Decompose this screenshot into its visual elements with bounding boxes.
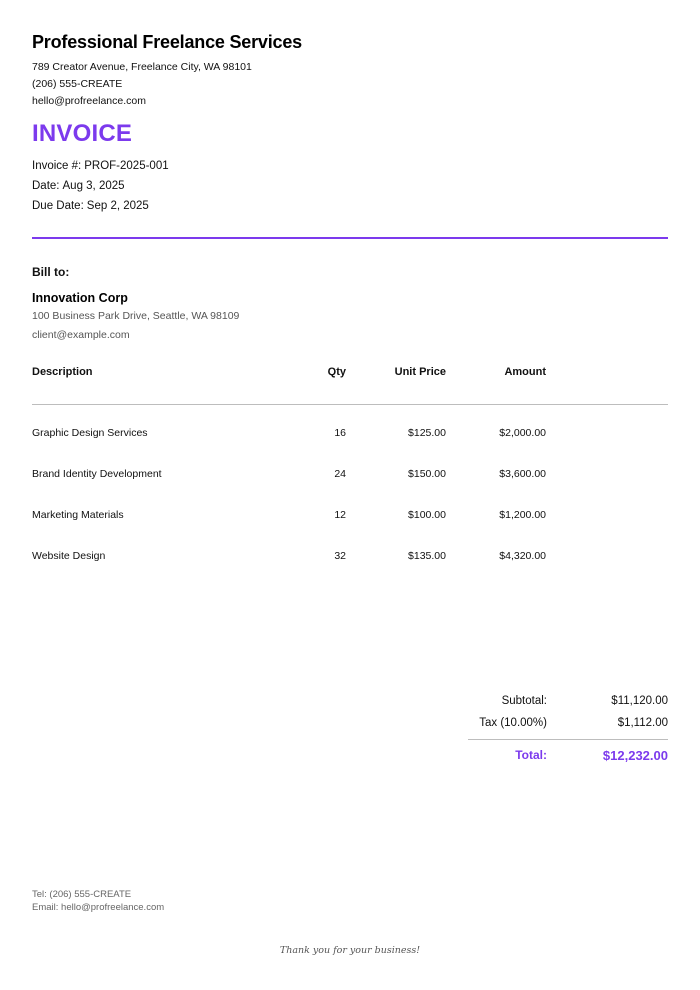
thank-you-note: Thank you for your business! bbox=[279, 945, 421, 956]
invoice-number-label: Invoice #: bbox=[32, 160, 82, 172]
tax-row bbox=[468, 717, 668, 733]
footer-tel: Tel: (206) 555-CREATE bbox=[32, 889, 132, 900]
row-amount: $4,320.00 bbox=[499, 550, 546, 562]
row-qty: 16 bbox=[334, 427, 346, 439]
row-unit-price: $100.00 bbox=[408, 509, 446, 521]
header-divider bbox=[32, 237, 668, 239]
table-row bbox=[32, 468, 668, 484]
row-qty: 24 bbox=[334, 468, 346, 480]
client-address: 100 Business Park Drive, Seattle, WA 98109 bbox=[32, 310, 240, 322]
due-date: Sep 2, 2025 bbox=[86, 200, 149, 212]
header-qty: Qty bbox=[327, 366, 346, 378]
client-name: Innovation Corp bbox=[32, 291, 128, 305]
invoice-number: PROF-2025-001 bbox=[84, 160, 169, 172]
bill-to-label: Bill to: bbox=[32, 265, 70, 279]
row-description: Marketing Materials bbox=[32, 509, 124, 521]
company-phone: (206) 555-CREATE bbox=[32, 78, 123, 90]
row-qty: 12 bbox=[334, 509, 346, 521]
row-amount: $2,000.00 bbox=[499, 427, 546, 439]
subtotal-value: $11,120.00 bbox=[611, 695, 668, 707]
invoice-due-date-line bbox=[32, 200, 149, 212]
invoice-page bbox=[32, 0, 668, 990]
invoice-title: INVOICE bbox=[32, 120, 133, 147]
invoice-date-line bbox=[32, 180, 125, 192]
client-email: client@example.com bbox=[32, 329, 130, 341]
table-row bbox=[32, 427, 668, 443]
totals-divider bbox=[468, 739, 668, 740]
table-header-divider bbox=[32, 404, 668, 405]
table-row bbox=[32, 550, 668, 566]
company-name: Professional Freelance Services bbox=[32, 32, 302, 52]
table-header bbox=[32, 366, 668, 382]
header-description: Description bbox=[32, 366, 93, 378]
subtotal-label: Subtotal: bbox=[501, 695, 547, 707]
row-unit-price: $150.00 bbox=[408, 468, 446, 480]
row-description: Brand Identity Development bbox=[32, 468, 162, 480]
row-qty: 32 bbox=[334, 550, 346, 562]
header-unit-price: Unit Price bbox=[394, 366, 446, 378]
row-unit-price: $135.00 bbox=[408, 550, 446, 562]
tax-label: Tax (10.00%) bbox=[479, 717, 547, 729]
invoice-date: Aug 3, 2025 bbox=[62, 180, 125, 192]
table-row bbox=[32, 509, 668, 525]
company-email: hello@profreelance.com bbox=[32, 95, 146, 107]
row-description: Graphic Design Services bbox=[32, 427, 148, 439]
total-label: Total: bbox=[515, 748, 547, 762]
tax-value: $1,112.00 bbox=[617, 717, 668, 729]
invoice-date-label: Date: bbox=[32, 180, 60, 192]
header-amount: Amount bbox=[504, 366, 546, 378]
footer-email: Email: hello@profreelance.com bbox=[32, 902, 165, 913]
row-amount: $1,200.00 bbox=[499, 509, 546, 521]
total-row bbox=[468, 748, 668, 764]
row-description: Website Design bbox=[32, 550, 106, 562]
total-value: $12,232.00 bbox=[602, 748, 668, 763]
company-address: 789 Creator Avenue, Freelance City, WA 98101 bbox=[32, 61, 252, 73]
row-amount: $3,600.00 bbox=[499, 468, 546, 480]
row-unit-price: $125.00 bbox=[408, 427, 446, 439]
due-date-label: Due Date: bbox=[32, 200, 84, 212]
invoice-number-line bbox=[32, 160, 169, 172]
subtotal-row bbox=[468, 695, 668, 711]
